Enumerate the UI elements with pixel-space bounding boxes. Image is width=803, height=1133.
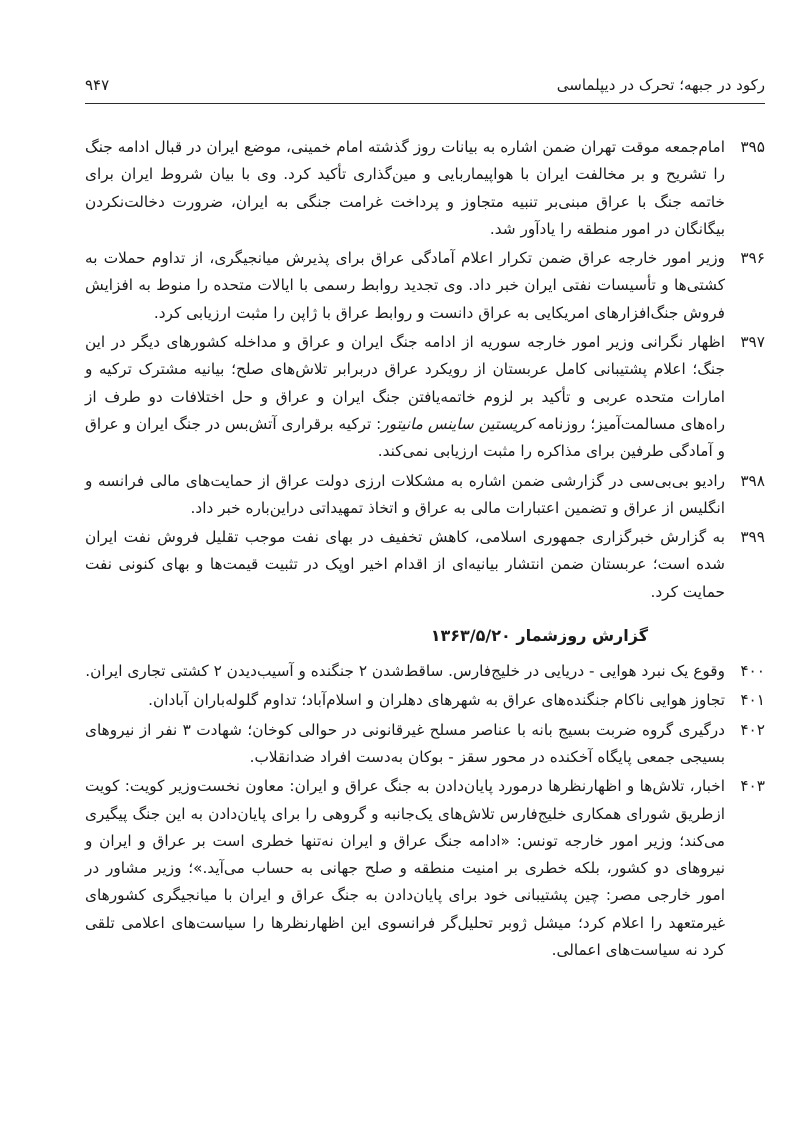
page-header [85, 76, 765, 104]
entry-number: ۳۹۵ [740, 138, 765, 156]
entry-text: رادیو بی‌بی‌سی در گزارشی ضمن اشاره به مشکلات ارزی دولت عراق از حمایت‌های مالی فرانسه و انگلیس از عراق و تضمین اعتبارات مالی به عراق و اتخاذ تمهیداتی دراین‌باره خبر داد. [85, 471, 725, 517]
entry-396 [85, 245, 765, 327]
entry-text: اظهار نگرانی وزیر امور خارجه سوریه از ادامه جنگ ایران و عراق و مداخله کشورهای دیگر در این جنگ؛ اعلام پشتیبانی کامل عربستان از رویکرد عراق دربرابر تلاش‌های صلح؛ بیانیه مشترک ترکیه و امارات متحده عربی و تأکید بر لزوم خاتمه‌یافتن جنگ ایران و عراق و حل اختلافات دو طرف از راه‌های مسالمت‌آمیز؛ روزنامه [85, 333, 725, 433]
entry-395 [85, 134, 765, 243]
section-heading: گزارش روزشمار ۱۳۶۳/۵/۲۰ [430, 626, 648, 646]
entry-number: ۳۹۶ [740, 249, 765, 268]
entry-401 [85, 687, 765, 714]
entry-398 [85, 468, 765, 523]
entry-text: تجاوز هوایی ناکام جنگنده‌های عراق به شهرهای دهلران و اسلام‌آباد؛ تداوم گلوله‌باران آبادان. [148, 691, 725, 710]
entry-text: به گزارش خبرگزاری جمهوری اسلامی، کاهش تخفیف در بهای نفت موجب تقلیل فروش نفت ایران شده است؛ عربستان ضمن انتشار بیانیه‌ای از اقدام اخیر اوپک در تثبیت قیمت‌ها و بهای کنونی نفت حمایت کرد. [85, 528, 725, 601]
entry-number: ۴۰۰ [740, 662, 765, 681]
entry-403 [85, 773, 765, 964]
running-title: رکود در جبهه؛ تحرک در دیپلماسی [556, 76, 765, 94]
page-body [85, 104, 765, 964]
entry-number: ۴۰۲ [740, 720, 765, 739]
entry-402 [85, 717, 765, 772]
entry-text: وقوع یک نبرد هوایی - دریایی در خلیج‌فارس. ساقط‌شدن ۲ جنگنده و آسیب‌دیدن ۲ کشتی تجاری ایران. [85, 662, 725, 681]
entry-text: امام‌جمعه موقت تهران ضمن اشاره به بیانات روز گذشته امام خمینی، موضع ایران در قبال ادامه جنگ را تشریح و بر مخالفت ایران با هواپیماربایی و مین‌گذاری تأکید کرد. وی با بیان شروط ایران برای خاتمه جنگ با عراق مبنی‌بر تنبیه متجاوز و پرداخت غرامت جنگی به ایران، ضرورت دخالت‌نکردن بیگانگان در امور منطقه را یادآور شد. [85, 138, 725, 238]
entry-text: : ترکیه برقراری آتش‌بس در جنگ ایران و عراق و آمادگی طرفین برای مذاکره را مثبت ارزیابی نمی‌کند. [85, 414, 725, 461]
entry-number: ۴۰۳ [740, 777, 765, 796]
entry-399 [85, 524, 765, 606]
entry-text: اخبار، تلاش‌ها و اظهارنظرها درمورد پایان‌دادن به جنگ عراق و ایران: معاون نخست‌وزیر کویت: کویت ازطریق شورای همکاری خلیج‌فارس تلاش‌های یک‌جانبه و گروهی را برای پایان‌دادن به این جنگ پیگیری می‌کند؛ وزیر امور خارجه تونس: «ادامه جنگ عراق و ایران نه‌تنها خطری است بر عراق و ایران و نیروهای دو کشور، بلکه خطری بر امنیت منطقه و صلح جهانی به حساب می‌آید.»؛ وزیر مشاور در امور خارجی مصر: چین پشتیبانی خود برای پایان‌دادن به جنگ عراق و ایران با میانجیگری کشورهای غیرمتعهد را اعلام کرد؛ میشل ژوبر تحلیل‌گر فرانسوی این اظهارنظرها را سیاست‌های اعلامی تلقی کرد نه سیاست‌های اعمالی. [85, 777, 725, 960]
entry-400 [85, 658, 765, 685]
entry-number: ۳۹۹ [740, 528, 765, 547]
entry-text: وزیر امور خارجه عراق ضمن تکرار اعلام آمادگی عراق برای پذیرش میانجیگری، از تداوم حملات به کشتی‌ها و تأسیسات نفتی ایران خبر داد. وی تجدید روابط رسمی با ایالات متحده را منوط به افزایش فروش جنگ‌افزارهای امریکایی به عراق دانست و روابط عراق با ژاپن را مثبت ارزیابی کرد. [85, 249, 725, 322]
entry-text: درگیری گروه ضربت بسیج بانه با عناصر مسلح غیرقانونی در حوالی کوخان؛ شهادت ۳ نفر از نیروهای بسیجی جمعی پایگاه آخکنده در محور سقز - بوکان به‌دست افراد ضدانقلاب. [85, 720, 725, 766]
entry-number: ۴۰۱ [740, 691, 765, 710]
entry-397 [85, 329, 765, 465]
page-number: ۹۴۷ [85, 76, 110, 94]
entry-number: ۳۹۷ [740, 333, 765, 352]
newspaper-name: کریستین ساینس مانیتور [381, 414, 534, 433]
entry-number: ۳۹۸ [740, 471, 765, 490]
